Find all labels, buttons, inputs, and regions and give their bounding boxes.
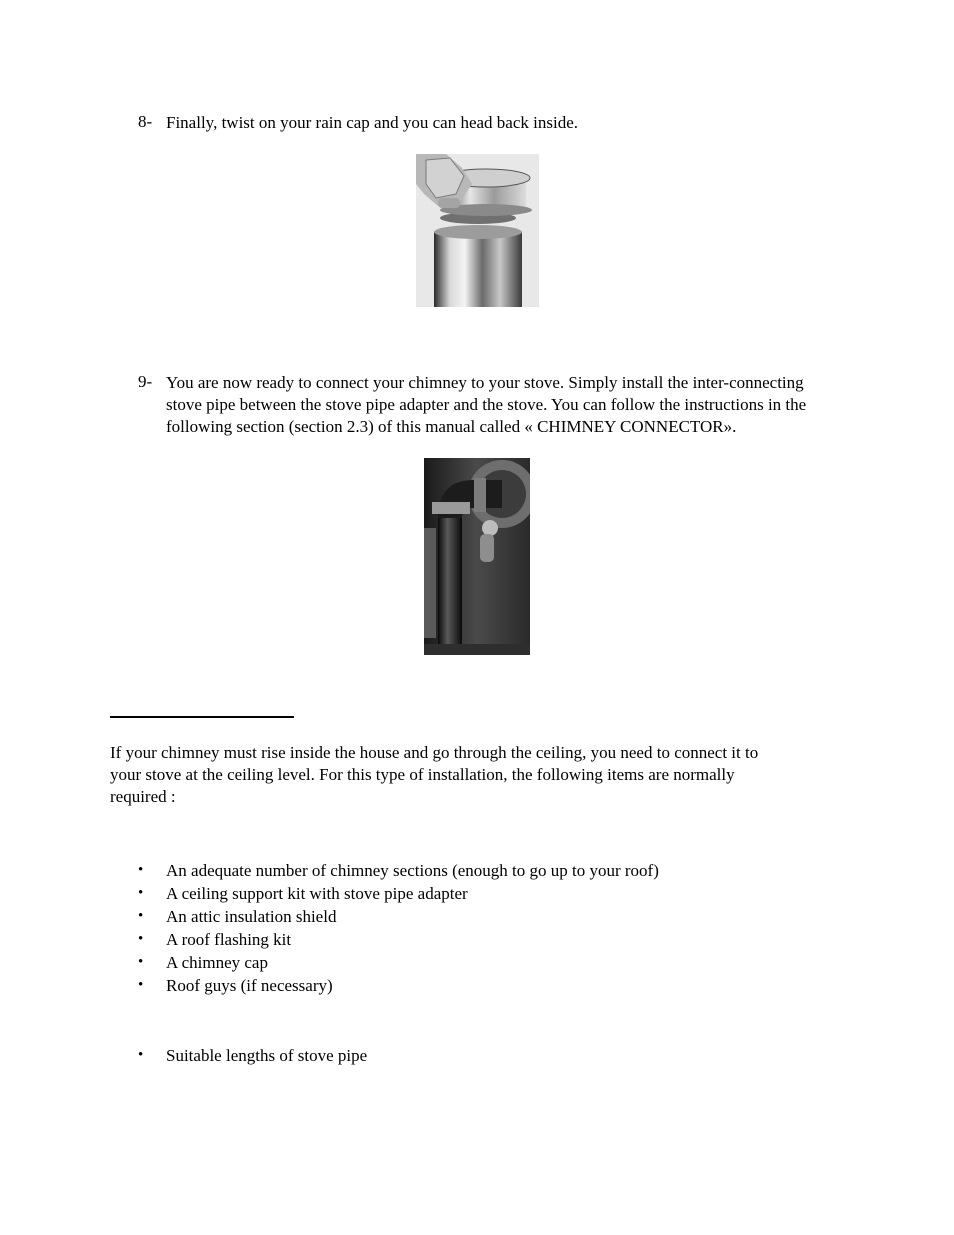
list-item: Suitable lengths of stove pipe (166, 1046, 368, 1065)
step-8-line: Finally, twist on your rain cap and you can head back inside. (166, 113, 578, 132)
stove-pipe-illustration (424, 458, 530, 655)
bullet-icon: • (138, 908, 144, 924)
bullet-icon: • (138, 885, 144, 901)
list-item: A roof flashing kit (166, 930, 292, 949)
intro-paragraph (110, 742, 840, 808)
bullet-icon: • (138, 1047, 144, 1063)
step-8-number: 8- (138, 112, 153, 131)
step-9-number: 9- (138, 372, 153, 391)
bullet-icon: • (138, 954, 144, 970)
step-9-line: following section (section 2.3) of this manual called « CHIMNEY CONNECTOR». (166, 417, 737, 436)
section-underline (110, 716, 294, 718)
intro-line: required : (110, 787, 176, 806)
step-9-line: stove pipe between the stove pipe adapter and the stove. You can follow the instructions in the (166, 395, 807, 414)
list-item: An attic insulation shield (166, 907, 337, 926)
intro-line: If your chimney must rise inside the house and go through the ceiling, you need to connect it to (110, 743, 759, 762)
stove-pipe-photo (424, 458, 530, 655)
rain-cap-photo (416, 154, 539, 307)
list-item: A ceiling support kit with stove pipe adapter (166, 884, 468, 903)
bullet-icon: • (138, 862, 144, 878)
step-8-text (166, 112, 856, 134)
step-9-line: You are now ready to connect your chimney to your stove. Simply install the inter-connecting (166, 373, 804, 392)
bullet-icon: • (138, 931, 144, 947)
intro-line: your stove at the ceiling level. For this type of installation, the following items are normally (110, 765, 735, 784)
list-item: An adequate number of chimney sections (enough to go up to your roof) (166, 861, 659, 880)
bullet-icon: • (138, 977, 144, 993)
list-item: A chimney cap (166, 953, 268, 972)
rain-cap-illustration (416, 154, 539, 307)
list-item: Roof guys (if necessary) (166, 976, 333, 995)
step-9-text (166, 372, 856, 438)
